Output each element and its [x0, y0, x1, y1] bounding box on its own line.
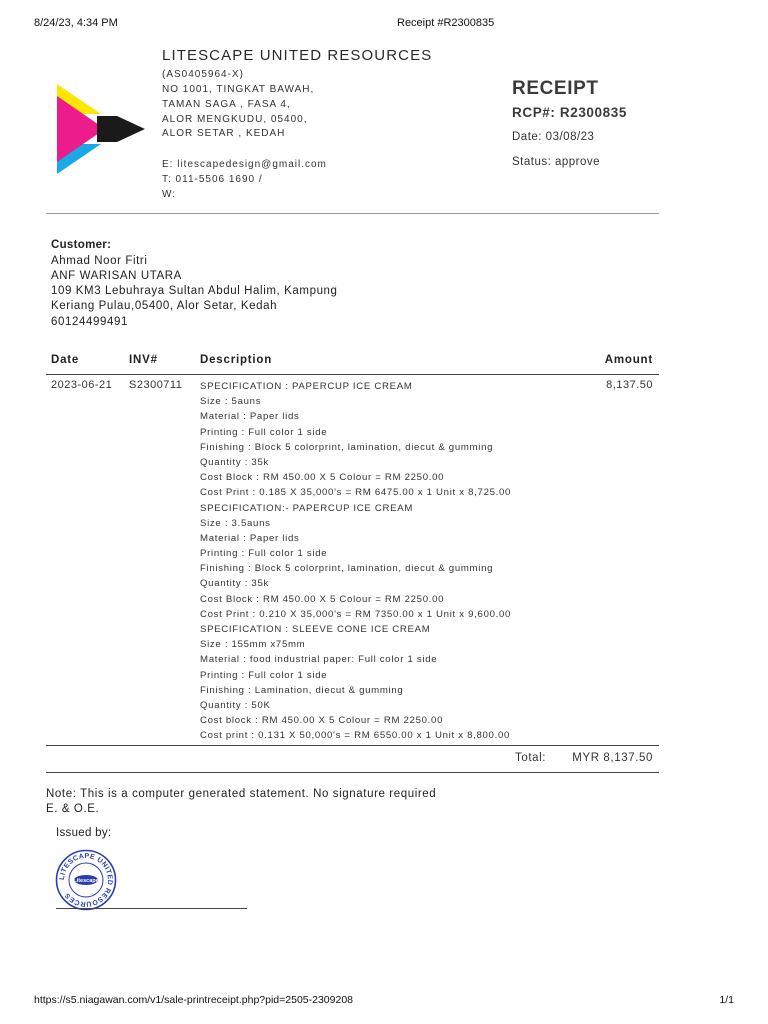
description-line: Cost block : RM 450.00 X 5 Colour = RM 2250.00	[200, 715, 444, 727]
description-line: Finishing : Block 5 colorprint, lamination, diecut & gumming	[200, 563, 494, 575]
company-email: E: litescapedesign@gmail.com	[162, 159, 327, 170]
description-line: Printing : Full color 1 side	[200, 669, 328, 681]
print-url: https://s5.niagawan.com/v1/sale-printreceipt.php?pid=2505-2309208	[34, 994, 354, 1006]
description-line: Quantity : 35k	[200, 578, 269, 590]
description-line: Quantity : 50K	[200, 699, 271, 711]
col-header-description: Description	[200, 354, 273, 366]
customer-company: ANF WARISAN UTARA	[51, 270, 182, 282]
description-line: Cost Block : RM 450.00 X 5 Colour = RM 2250.00	[200, 593, 445, 605]
col-header-inv: INV#	[129, 354, 158, 366]
company-address-line: ALOR MENGKUDU, 05400,	[162, 114, 308, 125]
statement-note: Note: This is a computer generated statement. No signature required	[46, 788, 437, 800]
logo-black-arrow	[97, 116, 145, 142]
receipt-date: Date: 03/08/23	[512, 131, 595, 143]
stamp-ring-text: LITESCAPE UNITED RESOURCES	[58, 852, 114, 908]
description-line: SPECIFICATION : PAPERCUP ICE CREAM	[200, 381, 413, 392]
description-line: Printing : Full color 1 side	[200, 426, 328, 438]
company-name: LITESCAPE UNITED RESOURCES	[162, 47, 433, 64]
company-stamp	[55, 849, 117, 911]
company-reg-no: (AS0405964-X)	[162, 69, 244, 80]
print-datetime: 8/24/23, 4:34 PM	[34, 17, 118, 29]
receipt-number: RCP#: R2300835	[512, 105, 627, 120]
row-inv: S2300711	[129, 379, 183, 391]
description-line: Cost Print : 0.185 X 35,000's = RM 6475.00 x 1 Unit x 8,725.00	[200, 487, 512, 499]
customer-label: Customer:	[51, 239, 112, 251]
description-line: SPECIFICATION : SLEEVE CONE ICE CREAM	[200, 624, 431, 635]
customer-address-line: 109 KM3 Lebuhraya Sultan Abdul Halim, Kampung	[51, 285, 338, 297]
col-header-date: Date	[51, 354, 80, 366]
customer-name: Ahmad Noor Fitri	[51, 255, 148, 267]
description-line: Size : 5auns	[200, 396, 262, 408]
description-line: Material : food industrial paper: Full color 1 side	[200, 654, 438, 666]
receipt-status: Status: approve	[512, 156, 601, 168]
company-phone: T: 011-5506 1690 /	[162, 174, 263, 185]
eoe-note: E. & O.E.	[46, 803, 100, 815]
table-body-divider	[46, 745, 659, 746]
col-header-amount: Amount	[604, 354, 653, 366]
company-address-line: TAMAN SAGA , FASA 4,	[162, 99, 291, 110]
description-line: Cost print : 0.131 X 50,000's = RM 6550.00 x 1 Unit x 8,800.00	[200, 730, 511, 742]
description-line: Finishing : Lamination, diecut & gumming	[200, 684, 404, 696]
row-date: 2023-06-21	[51, 379, 113, 391]
row-amount: 8,137.50	[606, 379, 653, 391]
description-line: Material : Paper lids	[200, 411, 300, 423]
company-address-line: NO 1001, TINGKAT BAWAH,	[162, 84, 315, 95]
company-logo	[57, 84, 147, 174]
description-line: Cost Block : RM 450.00 X 5 Colour = RM 2250.00	[200, 472, 445, 484]
description-line: Size : 155mm x75mm	[200, 639, 306, 651]
table-header-divider	[46, 374, 659, 375]
header-divider	[46, 213, 659, 214]
signature-line	[56, 908, 247, 909]
row-description	[200, 379, 600, 744]
description-line: Finishing : Block 5 colorprint, lamination, diecut & gumming	[200, 441, 494, 453]
total-value: MYR 8,137.50	[572, 752, 653, 764]
total-label: Total:	[515, 752, 547, 764]
description-line: Cost Print : 0.210 X 35,000's = RM 7350.00 x 1 Unit x 9,600.00	[200, 608, 512, 620]
description-line: Printing : Full color 1 side	[200, 548, 328, 560]
print-title: Receipt #R2300835	[397, 17, 495, 29]
issued-by-label: Issued by:	[56, 827, 112, 839]
description-line: SPECIFICATION:- PAPERCUP ICE CREAM	[200, 502, 414, 514]
description-line: Size : 3.5auns	[200, 517, 271, 529]
customer-address-line: Keriang Pulau,05400, Alor Setar, Kedah	[51, 300, 278, 312]
company-web: W:	[162, 189, 177, 200]
customer-phone: 60124499491	[51, 316, 128, 328]
receipt-title: RECEIPT	[512, 78, 599, 99]
description-line: Quantity : 35k	[200, 456, 269, 468]
total-divider	[46, 772, 659, 773]
description-line: Material : Paper lids	[200, 532, 300, 544]
stamp-center-text: Litescape	[73, 878, 99, 884]
company-address-line: ALOR SETAR , KEDAH	[162, 128, 286, 139]
print-page-number: 1/1	[719, 994, 734, 1006]
